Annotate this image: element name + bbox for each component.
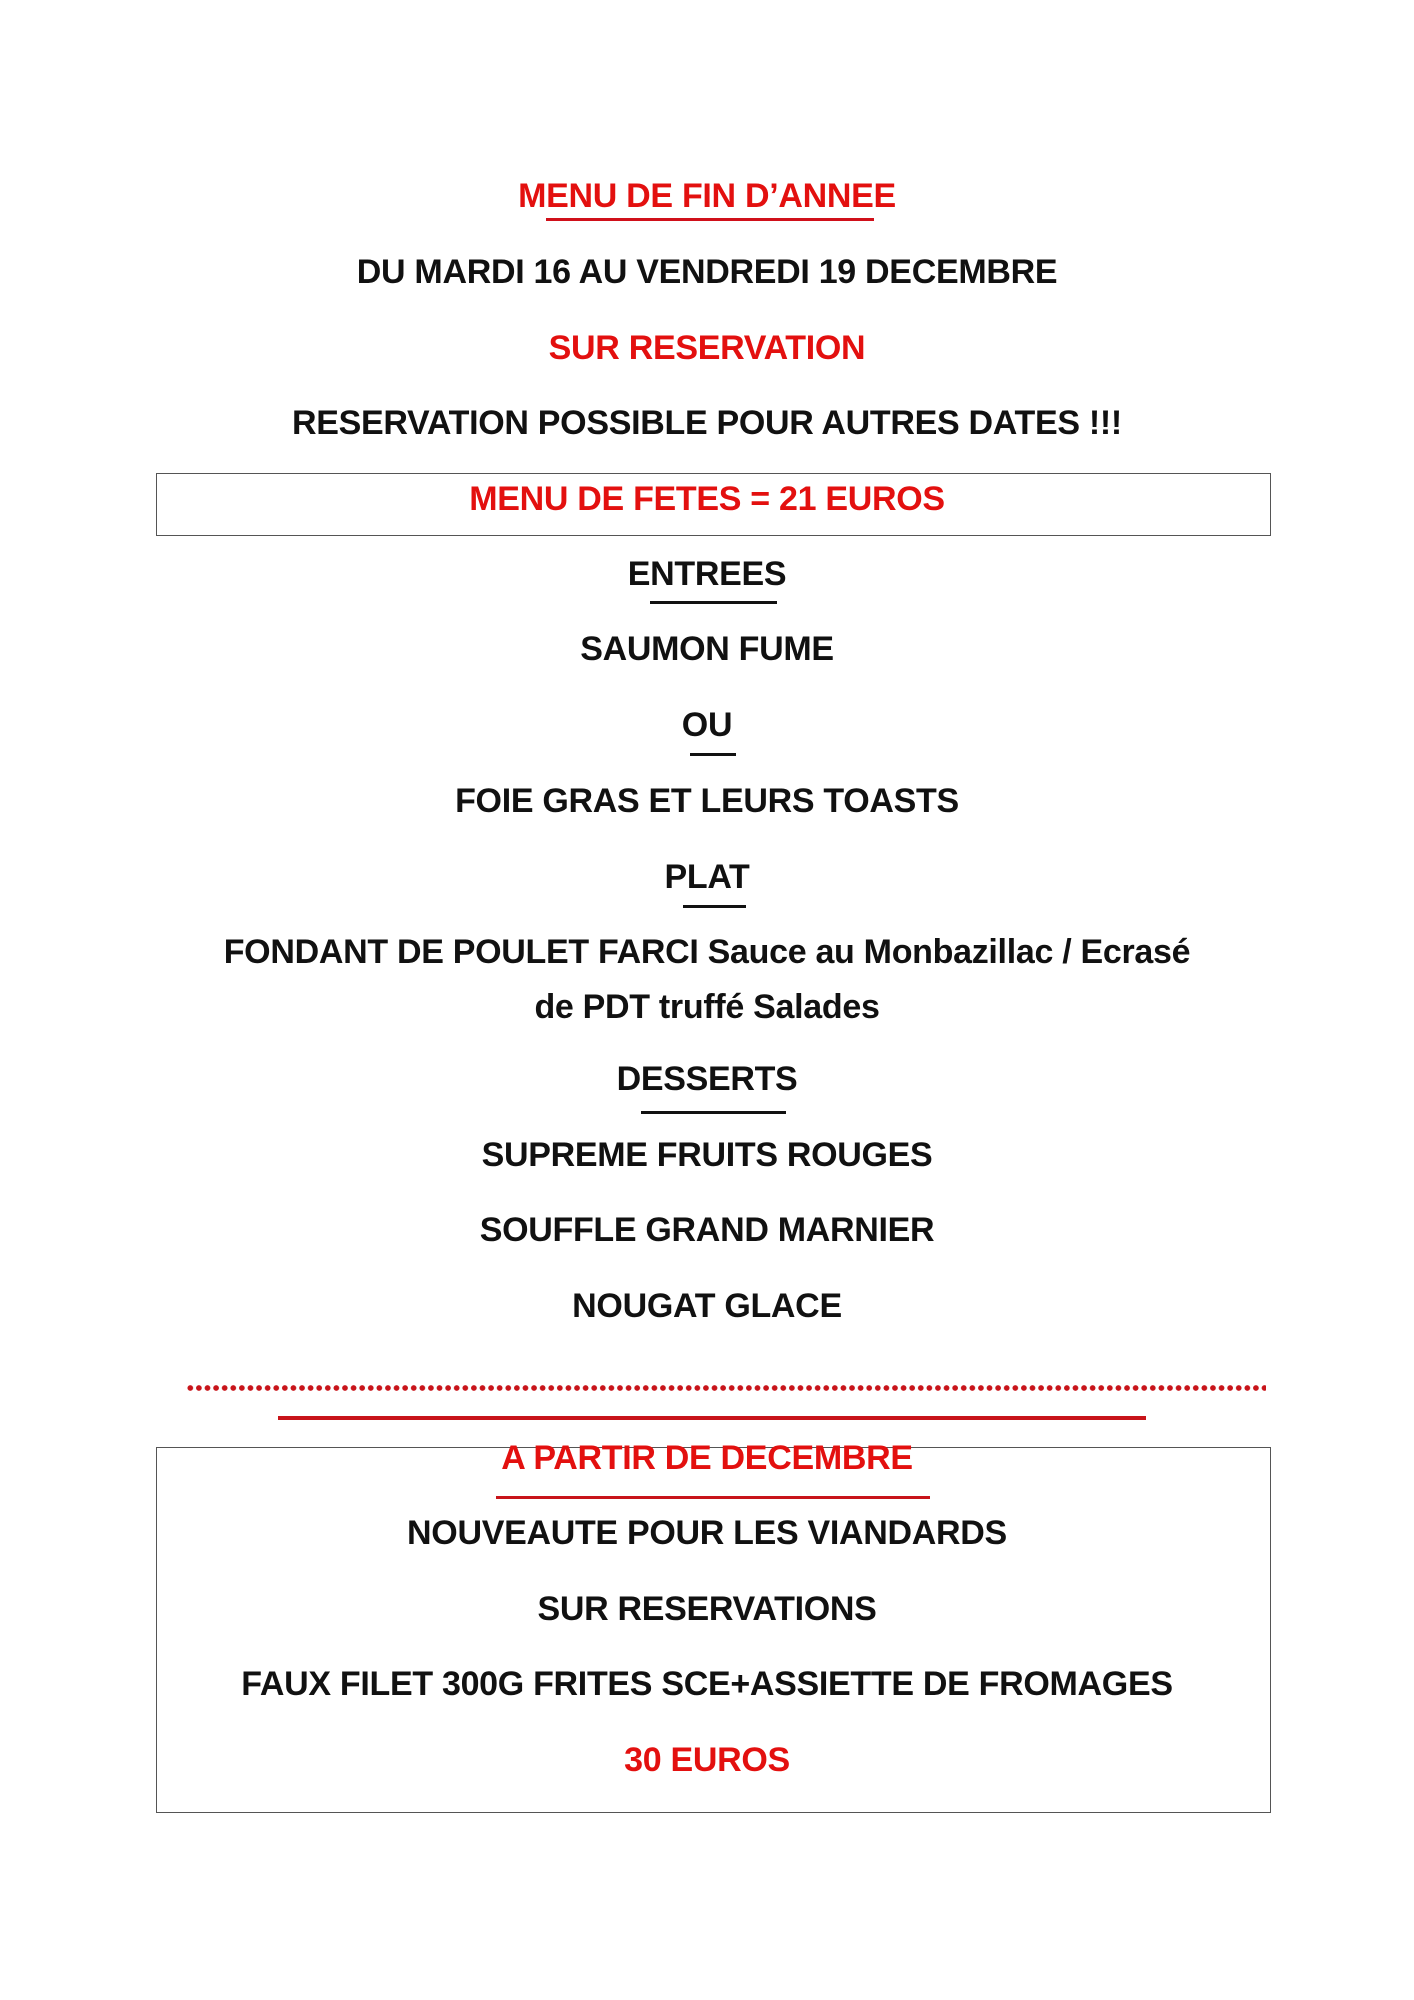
dessert-item: NOUGAT GLACE: [572, 1287, 842, 1325]
or-underline: [690, 753, 736, 756]
or-label: OU: [681, 706, 733, 744]
offer-heading: A PARTIR DE DECEMBRE: [501, 1439, 913, 1477]
menu-title: MENU DE FIN D’ANNEE: [518, 177, 896, 215]
dessert-item: SOUFFLE GRAND MARNIER: [479, 1211, 935, 1249]
other-dates-note: RESERVATION POSSIBLE POUR AUTRES DATES !!!: [292, 404, 1122, 442]
starters-heading: ENTREES: [627, 555, 787, 593]
main-course-line-1: FONDANT DE POULET FARCI Sauce au Monbazillac / Ecrasé: [223, 933, 1191, 971]
title-underline: [546, 218, 874, 221]
red-separator-line: [278, 1416, 1146, 1420]
offer-line: NOUVEAUTE POUR LES VIANDARDS: [407, 1514, 1007, 1552]
offer-line: FAUX FILET 300G FRITES SCE+ASSIETTE DE FROMAGES: [241, 1665, 1173, 1703]
reservation-note: SUR RESERVATION: [548, 329, 866, 367]
menu-price-title: MENU DE FETES = 21 EUROS: [469, 480, 945, 518]
main-heading: PLAT: [664, 858, 750, 896]
offer-price: 30 EUROS: [624, 1741, 790, 1779]
main-underline: [683, 905, 746, 908]
starter-item: FOIE GRAS ET LEURS TOASTS: [455, 782, 959, 820]
starters-underline: [650, 601, 777, 604]
starter-item: SAUMON FUME: [580, 630, 834, 668]
dotted-separator: [186, 1385, 1266, 1391]
dessert-item: SUPREME FRUITS ROUGES: [481, 1136, 933, 1174]
offer-line: SUR RESERVATIONS: [537, 1590, 877, 1628]
desserts-heading: DESSERTS: [616, 1060, 798, 1098]
main-course-line-2: de PDT truffé Salades: [534, 988, 880, 1026]
menu-dates: DU MARDI 16 AU VENDREDI 19 DECEMBRE: [356, 253, 1058, 291]
offer-heading-underline: [496, 1496, 930, 1499]
desserts-underline: [641, 1111, 786, 1114]
